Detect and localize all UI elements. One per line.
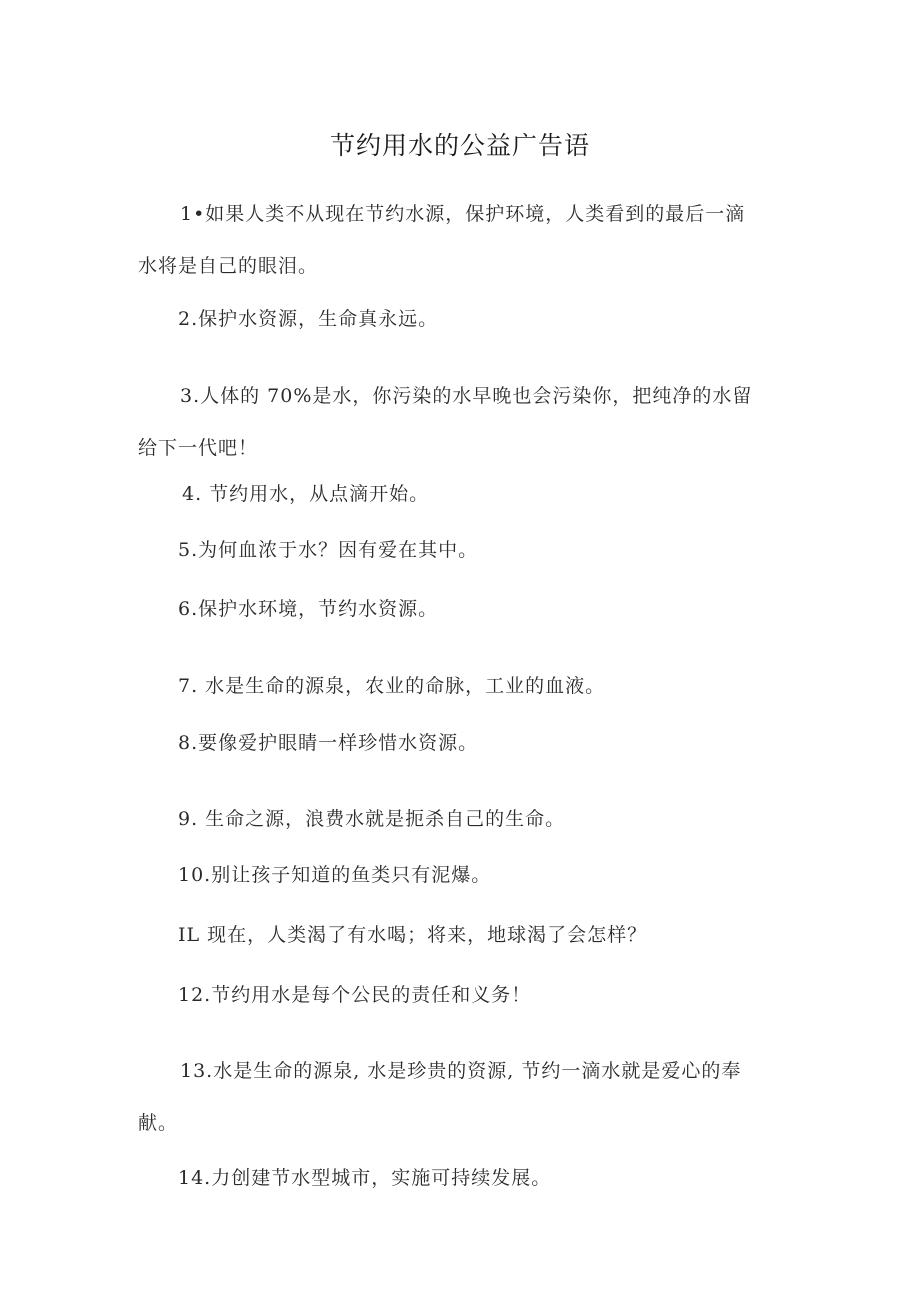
list-item [138, 186, 745, 294]
list-item [178, 291, 438, 347]
item-text-line: 14.力创建节水型城市，实施可持续发展。 [178, 1167, 552, 1189]
list-item [138, 368, 752, 476]
item-text-line: 9. 生命之源，浪费水就是扼杀自己的生命。 [178, 808, 566, 830]
item-text-line: IL 现在，人类渴了有水喝；将来，地球渴了会怎样？ [178, 924, 648, 946]
item-text-line: 1•如果人类不从现在节约水源，保护环境，人类看到的最后一滴 [180, 203, 746, 225]
item-text-line: 6.保护水环境，节约水资源。 [178, 598, 439, 620]
list-item [178, 581, 438, 637]
list-item [178, 715, 478, 771]
item-text-line: 给下一代吧！ [138, 437, 259, 459]
item-text-line: 3.人体的 70%是水，你污染的水早晚也会污染你，把纯净的水留 [180, 385, 753, 407]
item-text-line: 2.保护水资源，生命真永远。 [178, 308, 439, 330]
item-text-line: 4. 节约用水，从点滴开始。 [182, 483, 430, 505]
page-title: 节约用水的公益广告语 [329, 131, 590, 160]
item-text-line: 13.水是生命的源泉, 水是珍贵的资源, 节约一滴水就是爱心的奉 [180, 1060, 742, 1082]
item-text-line: 5.为何血浓于水？因有爱在其中。 [178, 539, 479, 561]
item-text-line: 10.别让孩子知道的鱼类只有泥爆。 [178, 864, 492, 886]
list-item [182, 466, 429, 522]
item-text-line: 水将是自己的眼泪。 [138, 255, 319, 277]
list-item [178, 847, 491, 903]
item-text-line: 献。 [138, 1112, 179, 1134]
item-text-line: 12.节约用水是每个公民的责任和义务！ [178, 984, 532, 1006]
list-item [178, 791, 565, 847]
item-text-line: 7. 水是生命的源泉，农业的命脉，工业的血液。 [178, 675, 606, 697]
list-item [178, 1150, 551, 1206]
list-item [138, 1043, 741, 1151]
list-item [178, 907, 647, 963]
list-item [178, 967, 531, 1023]
item-text-line: 8.要像爱护眼睛一样珍惜水资源。 [178, 732, 479, 754]
list-item [178, 658, 605, 714]
list-item [178, 522, 478, 578]
